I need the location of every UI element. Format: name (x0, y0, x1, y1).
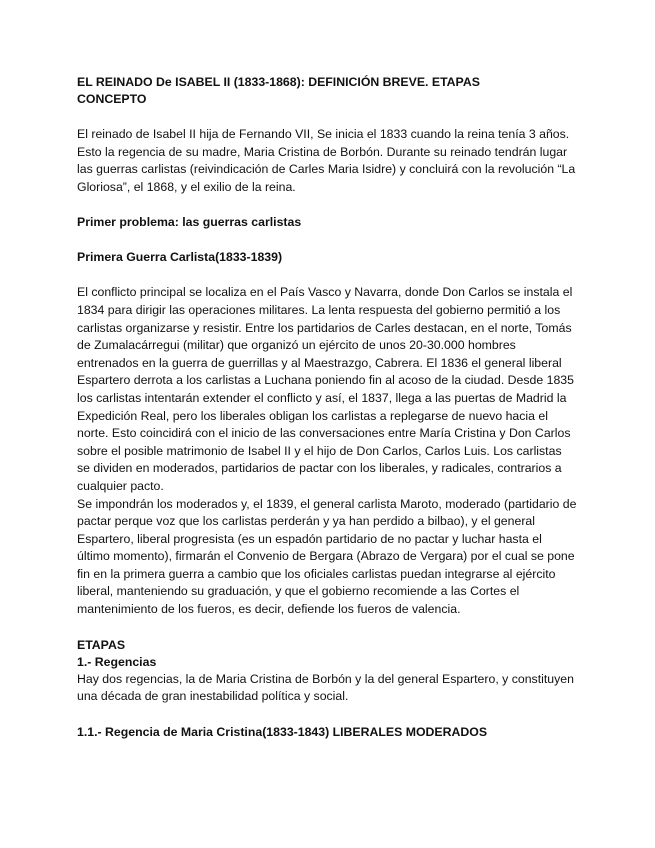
intro-paragraph: El reinado de Isabel II hija de Fernando VII, Se inicia el 1833 cuando la reina tenía 3 años. Esto la regencia de su madre, Maria Cristina de Borbón. Durante su reinado tendrán lugar las guerras carlistas (reivindicación de Carles Maria Isidre) y concluirá con la revolución “La Gloriosa”, el 1868, y el exilio de la reina. (77, 127, 576, 194)
war-paragraph-1: El conflicto principal se localiza en el País Vasco y Navarra, donde Don Carlos se instala el 1834 para dirigir las operaciones militares. La lenta respuesta del gobierno permitió a los carlistas organizarse y resistir. Entre los partidarios de Carles destacan, en el norte, Tomás de Zumalacárregui (militar) que organizó un ejército de unos 20-30.000 hombres entrenados en la guerra de guerrillas y al Maestrazgo, Cabrera. El 1836 el general liberal Espartero derrota a los carlistas a Luchana poniendo fin al acoso de la ciudad. Desde 1835 los carlistas intentarán extender el conflicto y así, el 1837, llega a las puertas de Madrid la Expedición Real, pero los liberales obligan los carlistas a replegarse de nuevo hacia el norte. Esto coincidirá con el inicio de las conversaciones entre María Cristina y Don Carlos sobre el posible matrimonio de Isabel II y el hijo de Don Carlos, Carlos Luis. Los carlistas se dividen en moderados, partidarios de pactar con los liberales, y radicales, contrarios a cualquier pacto. (77, 285, 574, 493)
document-body (77, 74, 577, 759)
regencias-paragraph: Hay dos regencias, la de Maria Cristina de Borbón y la del general Espartero, y constituyen una década de gran inestabilidad política y social. (77, 671, 574, 704)
heading-regencias: 1.- Regencias (77, 654, 157, 669)
heading-regencia-maria-cristina: 1.1.- Regencia de Maria Cristina(1833-1843) LIBERALES MODERADOS (77, 724, 488, 739)
title-line-1: EL REINADO De ISABEL II (1833-1868): DEFINICIÓN BREVE. ETAPAS (77, 75, 480, 89)
document-title (77, 74, 577, 108)
title-line-2: CONCEPTO (77, 92, 147, 106)
war-paragraph-2: Se impondrán los moderados y, el 1839, el general carlista Maroto, moderado (partidario de pactar perque voz que los carlistas perderán y ya han perdido a bilbao), y el general Espartero, liberal progresista (es un espadón partidario de no pactar y luchar hasta el último momento), firmarán el Convenio de Bergara (Abrazo de Vergara) por el cual se pone fin en la primera guerra a cambio que los oficiales carlistas puedan integrarse al ejército liberal, manteniendo su graduación, y que el gobierno recomiende a las Cortes el mantenimiento de los fueros, es decir, defiende los fueros de valencia. (77, 496, 577, 617)
heading-etapas: ETAPAS (77, 637, 126, 652)
heading-first-carlist-war: Primera Guerra Carlista(1833-1839) (77, 250, 283, 265)
heading-first-problem: Primer problema: las guerras carlistas (77, 215, 302, 230)
